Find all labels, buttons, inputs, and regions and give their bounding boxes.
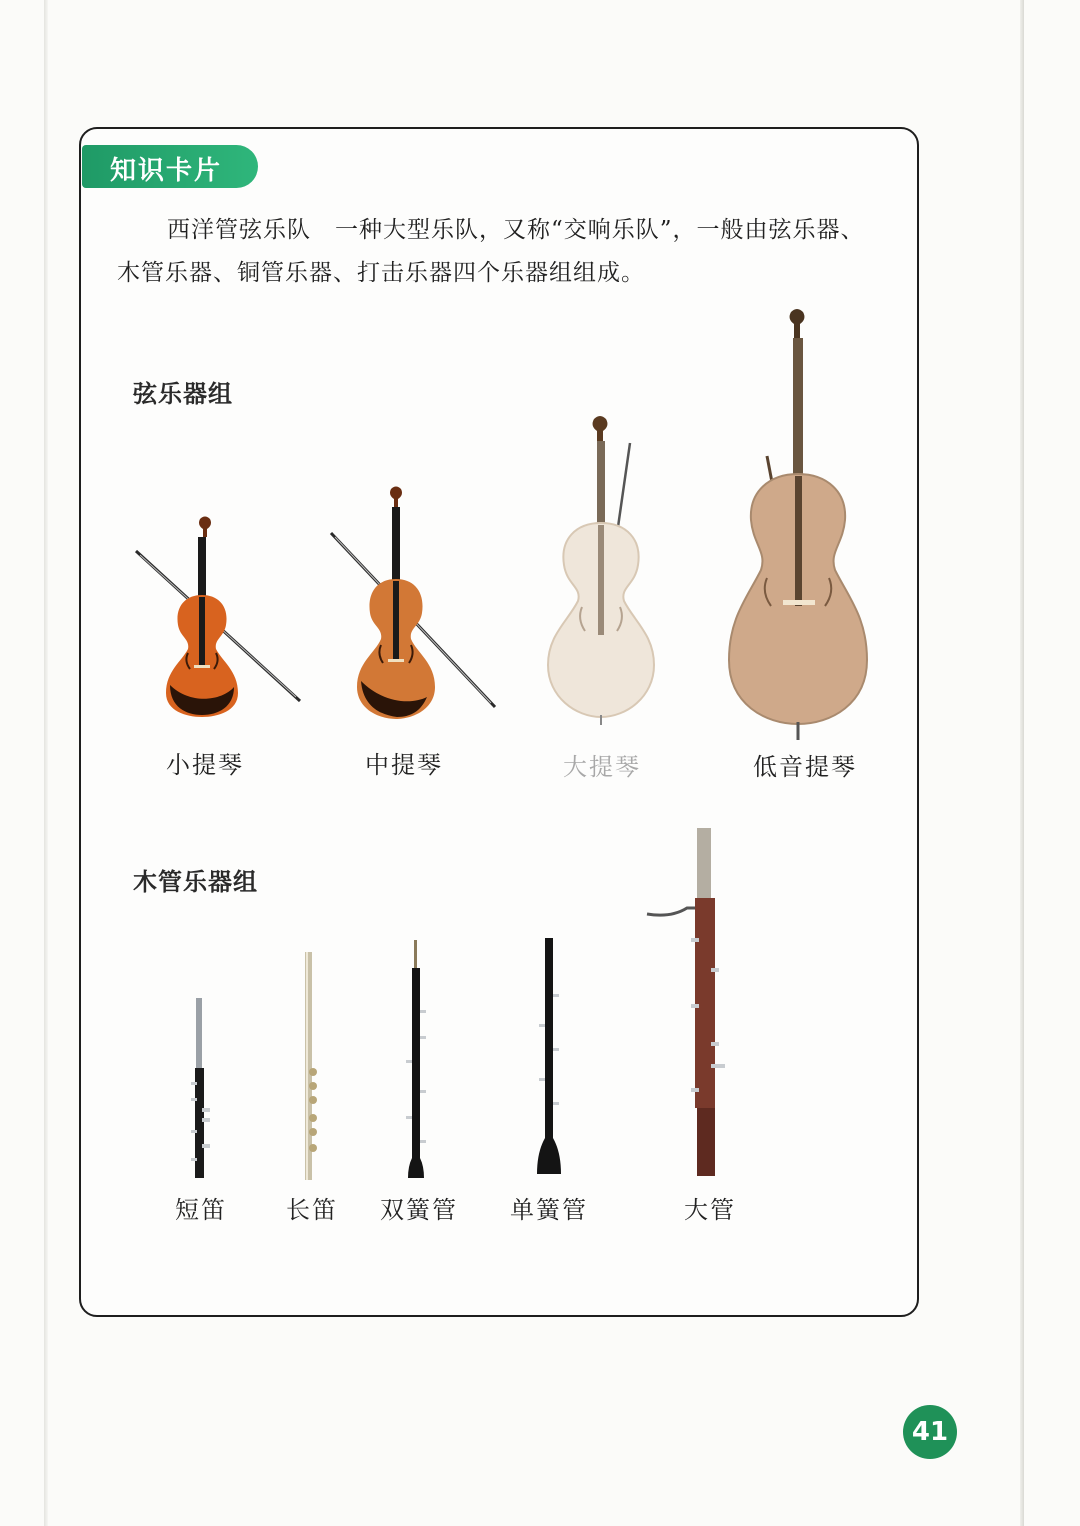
intro-line-1-text: 一种大型乐队，又称“交响乐队”，一般由弦乐器、 [335,217,865,243]
woodwind-section-title: 木管乐器组 [133,867,258,896]
bassoon-icon [645,828,735,1180]
viola-label: 中提琴 [365,751,443,779]
oboe-label: 双簧管 [380,1196,458,1224]
flute-label: 长笛 [286,1196,338,1224]
oboe-icon [404,940,428,1182]
strings-section-title: 弦乐器组 [133,379,233,408]
flute-icon [297,952,321,1180]
violin-icon [130,515,310,720]
knowledge-card-tag-label: 知识卡片 [110,156,223,186]
intro-term: 西洋管弦乐队 [167,217,311,243]
bassoon-label: 大管 [684,1196,736,1224]
page-edge-right [1020,0,1024,1526]
intro-line-2: 木管乐器、铜管乐器、打击乐器四个乐器组组成。 [117,260,645,286]
clarinet-icon [534,938,564,1176]
double-bass-label: 低音提琴 [753,753,857,781]
piccolo-label: 短笛 [175,1196,227,1224]
double-bass-icon [725,308,875,740]
page-edge-left [44,0,48,1526]
clarinet-label: 单簧管 [510,1196,588,1224]
viola-icon [325,485,505,725]
intro-line-1 [117,211,897,244]
cello-label: 大提琴 [563,753,641,781]
violin-label: 小提琴 [166,751,244,779]
cello-icon [540,415,670,725]
piccolo-icon [185,998,215,1180]
page-number: 41 [903,1405,957,1459]
